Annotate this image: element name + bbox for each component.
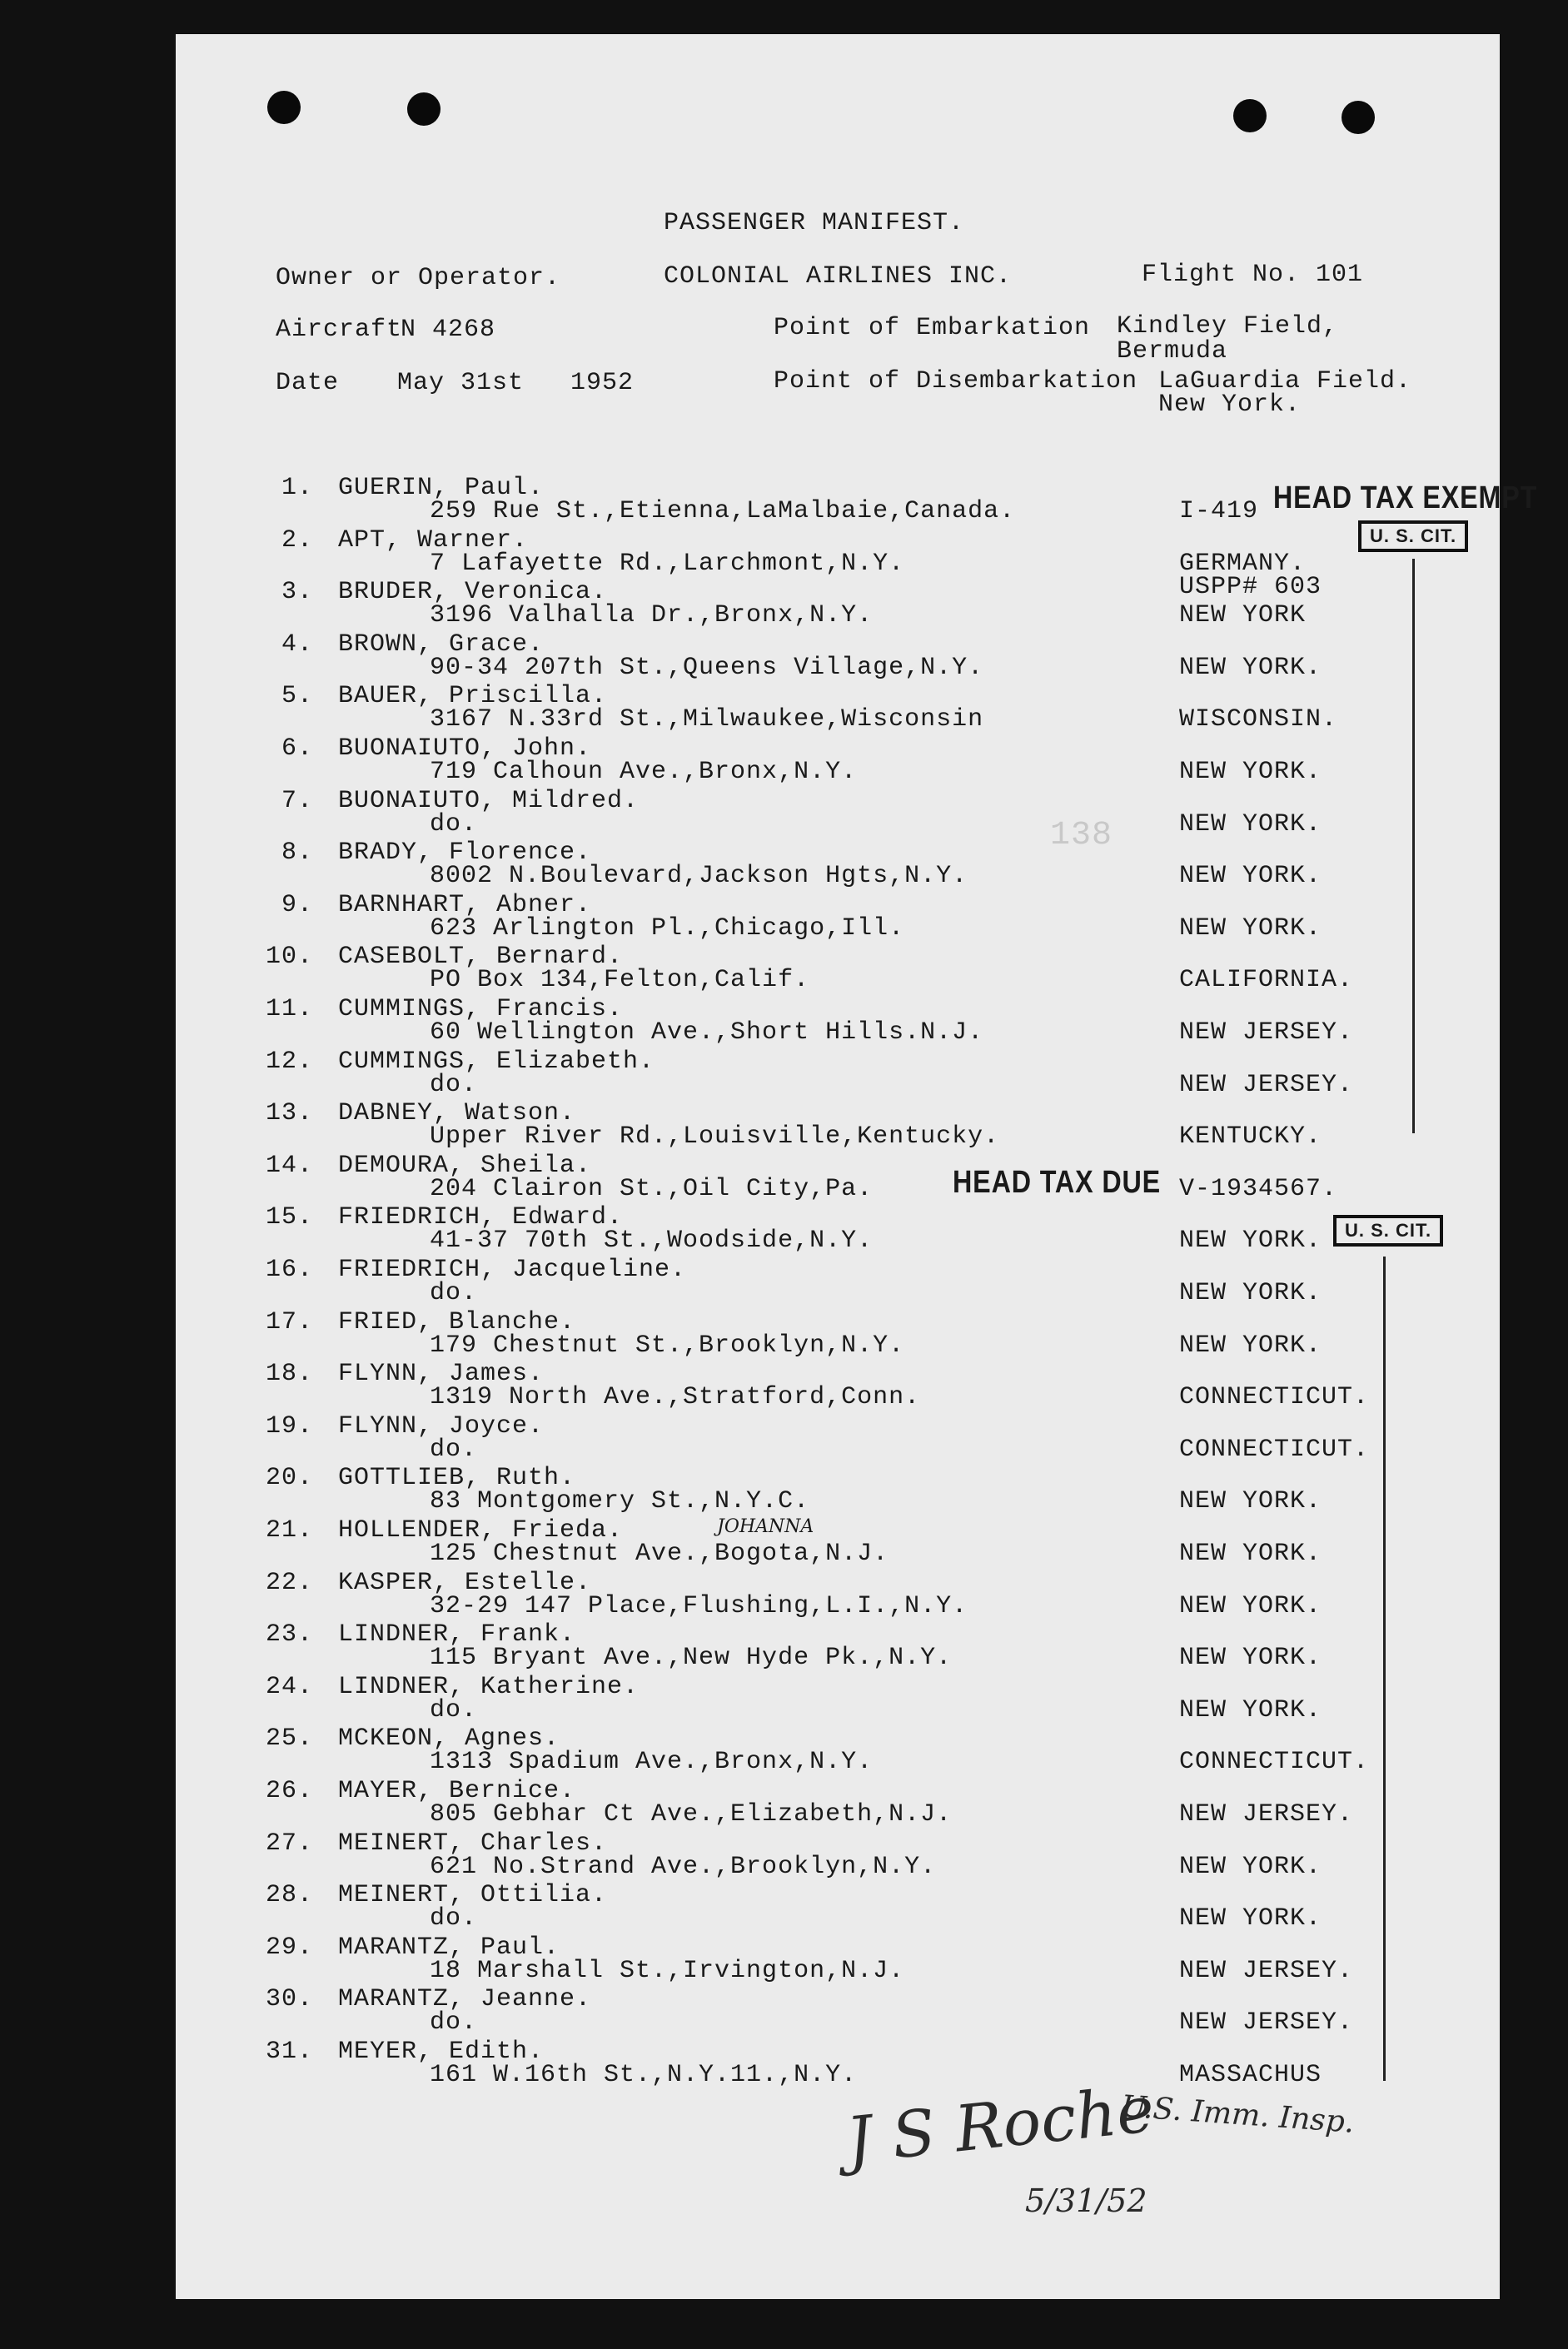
row-number: 29.: [265, 1933, 313, 1962]
embarkation-value-2: Bermuda: [1117, 337, 1228, 366]
us-citizen-stamp: U. S. CIT.: [1333, 1215, 1443, 1247]
passenger-name: LINDNER, Frank.: [338, 1620, 576, 1649]
row-number: 26.: [265, 1777, 313, 1805]
passenger-address: 719 Calhoun Ave.,Bronx,N.Y.: [430, 758, 858, 786]
row-number: 19.: [265, 1412, 313, 1441]
row-number: 28.: [265, 1881, 313, 1909]
row-number: 13.: [265, 1099, 313, 1127]
passenger-status: NEW YORK.: [1179, 758, 1322, 786]
passenger-name: BUONAIUTO, John.: [338, 734, 592, 763]
row-number: 21.: [265, 1516, 313, 1545]
passenger-status: NEW YORK.: [1179, 1904, 1322, 1933]
passenger-address: 8002 N.Boulevard,Jackson Hgts,N.Y.: [430, 862, 968, 890]
passenger-name: FRIEDRICH, Edward.: [338, 1203, 624, 1232]
date-value: May 31st: [397, 369, 525, 397]
passenger-name: FLYNN, James.: [338, 1360, 545, 1388]
passenger-address: do.: [430, 1696, 478, 1724]
passenger-name: MEINERT, Ottilia.: [338, 1881, 608, 1909]
passenger-status: NEW YORK.: [1179, 1331, 1322, 1360]
passenger-name: BARNHART, Abner.: [338, 891, 592, 919]
passenger-status: NEW YORK.: [1179, 1592, 1322, 1620]
passenger-status: NEW YORK.: [1179, 1853, 1322, 1881]
row-number: 16.: [265, 1256, 313, 1284]
passenger-address: 621 No.Strand Ave.,Brooklyn,N.Y.: [430, 1853, 937, 1881]
row-number: 12.: [265, 1048, 313, 1076]
bracket-line: [1412, 559, 1415, 1133]
manifest-page: [176, 34, 1538, 2299]
embarkation-value: Kindley Field,: [1117, 312, 1339, 341]
passenger-address: PO Box 134,Felton,Calif.: [430, 966, 810, 994]
passenger-name: BUONAIUTO, Mildred.: [338, 787, 640, 815]
disembarkation-value: LaGuardia Field.: [1158, 367, 1412, 396]
disembarkation-value-2: New York.: [1158, 391, 1302, 419]
passenger-name: MEYER, Edith.: [338, 2038, 545, 2066]
passenger-address: 18 Marshall St.,Irvington,N.J.: [430, 1957, 905, 1985]
passenger-address: 161 W.16th St.,N.Y.11.,N.Y.: [430, 2061, 858, 2089]
passenger-name: MARANTZ, Jeanne.: [338, 1985, 592, 2013]
signature-date: 5/31/52: [1025, 2182, 1147, 2219]
passenger-name: FRIEDRICH, Jacqueline.: [338, 1256, 687, 1284]
row-number: 5.: [281, 682, 313, 710]
row-number: 25.: [265, 1724, 313, 1753]
handwritten-correction: JOHANNA: [717, 1516, 814, 1537]
passenger-status: NEW JERSEY.: [1179, 1800, 1354, 1829]
passenger-address: 41-37 70th St.,Woodside,N.Y.: [430, 1227, 874, 1255]
passenger-status: WISCONSIN.: [1179, 705, 1338, 734]
passenger-status: NEW YORK.: [1179, 810, 1322, 839]
passenger-name: CUMMINGS, Elizabeth.: [338, 1048, 655, 1076]
row-number: 7.: [281, 787, 313, 815]
passenger-status: NEW YORK.: [1179, 914, 1322, 943]
passenger-name: LINDNER, Katherine.: [338, 1673, 640, 1701]
passenger-status: NEW JERSEY.: [1179, 1018, 1354, 1047]
us-citizen-stamp: U. S. CIT.: [1358, 520, 1468, 552]
punch-hole: [267, 91, 301, 124]
aircraft-label: Aircraft: [276, 316, 403, 344]
passenger-address: 3196 Valhalla Dr.,Bronx,N.Y.: [430, 601, 874, 630]
passenger-address: 83 Montgomery St.,N.Y.C.: [430, 1487, 810, 1515]
passenger-status: GERMANY.: [1179, 550, 1307, 578]
passenger-address: do.: [430, 2008, 478, 2037]
inspector-signature: J S Roche: [843, 2071, 1157, 2178]
row-number: 20.: [265, 1464, 313, 1492]
passenger-address: 90-34 207th St.,Queens Village,N.Y.: [430, 654, 984, 682]
passenger-name: FRIED, Blanche.: [338, 1308, 576, 1336]
passenger-name: MAYER, Bernice.: [338, 1777, 576, 1805]
passenger-name: APT, Warner.: [338, 526, 529, 555]
passenger-status: NEW JERSEY.: [1179, 2008, 1354, 2037]
row-number: 8.: [281, 839, 313, 867]
passenger-address: 204 Clairon St.,Oil City,Pa.: [430, 1175, 874, 1203]
passenger-name: DABNEY, Watson.: [338, 1099, 576, 1127]
passenger-status: NEW YORK.: [1179, 1487, 1322, 1515]
punch-hole: [1233, 99, 1267, 132]
passenger-status: CONNECTICUT.: [1179, 1383, 1370, 1411]
date-label: Date: [276, 369, 340, 397]
passenger-status: NEW YORK: [1179, 601, 1307, 630]
passenger-address: 1313 Spadium Ave.,Bronx,N.Y.: [430, 1748, 874, 1776]
row-number: 22.: [265, 1569, 313, 1597]
passenger-name: BRUDER, Veronica.: [338, 578, 608, 606]
passenger-address: do.: [430, 1904, 478, 1933]
passenger-name: GUERIN, Paul.: [338, 474, 545, 502]
passenger-address: 1319 North Ave.,Stratford,Conn.: [430, 1383, 921, 1411]
passenger-name: GOTTLIEB, Ruth.: [338, 1464, 576, 1492]
passenger-status: MASSACHUS: [1179, 2061, 1322, 2089]
passenger-name: MARANTZ, Paul.: [338, 1933, 560, 1962]
passenger-address: 179 Chestnut St.,Brooklyn,N.Y.: [430, 1331, 905, 1360]
passenger-address: do.: [430, 1071, 478, 1099]
passenger-status: I-419: [1179, 497, 1259, 525]
passenger-address: 259 Rue St.,Etienna,LaMalbaie,Canada.: [430, 497, 1016, 525]
passenger-name: MEINERT, Charles.: [338, 1829, 608, 1858]
passenger-address: 125 Chestnut Ave.,Bogota,N.J.: [430, 1540, 889, 1568]
passenger-name: BRADY, Florence.: [338, 839, 592, 867]
row-number: 31.: [265, 2038, 313, 2066]
row-number: 15.: [265, 1203, 313, 1232]
passenger-address: 32-29 147 Place,Flushing,L.I.,N.Y.: [430, 1592, 968, 1620]
passenger-name: BAUER, Priscilla.: [338, 682, 608, 710]
row-number: 30.: [265, 1985, 313, 2013]
passenger-status: CALIFORNIA.: [1179, 966, 1354, 994]
passenger-status: CONNECTICUT.: [1179, 1436, 1370, 1464]
passenger-name: DEMOURA, Sheila.: [338, 1152, 592, 1180]
passenger-status: NEW YORK.: [1179, 1696, 1322, 1724]
passenger-name: CUMMINGS, Francis.: [338, 995, 624, 1023]
passenger-address: 3167 N.33rd St.,Milwaukee,Wisconsin: [430, 705, 984, 734]
row-number: 14.: [265, 1152, 313, 1180]
passenger-address: 623 Arlington Pl.,Chicago,Ill.: [430, 914, 905, 943]
passenger-status: V-1934567.: [1179, 1175, 1338, 1203]
passenger-address: Upper River Rd.,Louisville,Kentucky.: [430, 1122, 1000, 1151]
flight-number: Flight No. 101: [1142, 261, 1364, 289]
passenger-name: FLYNN, Joyce.: [338, 1412, 545, 1441]
passenger-status: NEW YORK.: [1179, 654, 1322, 682]
disembarkation-label: Point of Disembarkation: [774, 367, 1138, 396]
row-number: 23.: [265, 1620, 313, 1649]
embarkation-label: Point of Embarkation: [774, 314, 1091, 342]
head-tax-due-stamp: HEAD TAX DUE: [953, 1165, 1162, 1200]
passenger-status: KENTUCKY.: [1179, 1122, 1322, 1151]
year-value: 1952: [570, 369, 635, 397]
passenger-name: CASEBOLT, Bernard.: [338, 943, 624, 971]
row-number: 3.: [281, 578, 313, 606]
passenger-name: KASPER, Estelle.: [338, 1569, 592, 1597]
aircraft-value: N 4268: [401, 316, 496, 344]
row-number: 10.: [265, 943, 313, 971]
head-tax-exempt-stamp: HEAD TAX EXEMPT: [1273, 480, 1538, 515]
passenger-status: NEW YORK.: [1179, 1540, 1322, 1568]
passenger-address: 60 Wellington Ave.,Short Hills.N.J.: [430, 1018, 984, 1047]
passenger-status: NEW JERSEY.: [1179, 1957, 1354, 1985]
ghost-number: 138: [1050, 817, 1113, 854]
punch-hole: [1342, 101, 1375, 134]
row-number: 24.: [265, 1673, 313, 1701]
punch-hole: [407, 92, 441, 126]
row-number: 1.: [281, 474, 313, 502]
row-number: 4.: [281, 630, 313, 659]
row-number: 11.: [265, 995, 313, 1023]
passenger-address: do.: [430, 810, 478, 839]
passenger-address: 115 Bryant Ave.,New Hyde Pk.,N.Y.: [430, 1644, 953, 1672]
passenger-name: BROWN, Grace.: [338, 630, 545, 659]
passenger-name: HOLLENDER, Frieda.: [338, 1516, 624, 1545]
bracket-line: [1383, 1257, 1386, 2081]
passenger-status: NEW YORK.: [1179, 862, 1322, 890]
passenger-address: 7 Lafayette Rd.,Larchmont,N.Y.: [430, 550, 905, 578]
row-number: 2.: [281, 526, 313, 555]
owner-label: Owner or Operator.: [276, 264, 561, 292]
passenger-status: NEW JERSEY.: [1179, 1071, 1354, 1099]
owner-value: COLONIAL AIRLINES INC.: [664, 262, 1013, 291]
row-number: 9.: [281, 891, 313, 919]
row-number: 27.: [265, 1829, 313, 1858]
passenger-status: CONNECTICUT.: [1179, 1748, 1370, 1776]
passenger-status: NEW YORK.: [1179, 1227, 1322, 1255]
passenger-status: NEW YORK.: [1179, 1279, 1322, 1307]
passenger-status: NEW YORK.: [1179, 1644, 1322, 1672]
manifest-title: PASSENGER MANIFEST.: [664, 209, 965, 237]
passenger-address: do.: [430, 1436, 478, 1464]
passenger-address: do.: [430, 1279, 478, 1307]
row-number: 17.: [265, 1308, 313, 1336]
row-number: 18.: [265, 1360, 313, 1388]
passenger-address: 805 Gebhar Ct Ave.,Elizabeth,N.J.: [430, 1800, 953, 1829]
passenger-name: MCKEON, Agnes.: [338, 1724, 560, 1753]
signature-title: U.S. Imm. Insp.: [1119, 2089, 1356, 2140]
row-number: 6.: [281, 734, 313, 763]
passenger-status-2: USPP# 603: [1179, 573, 1322, 601]
